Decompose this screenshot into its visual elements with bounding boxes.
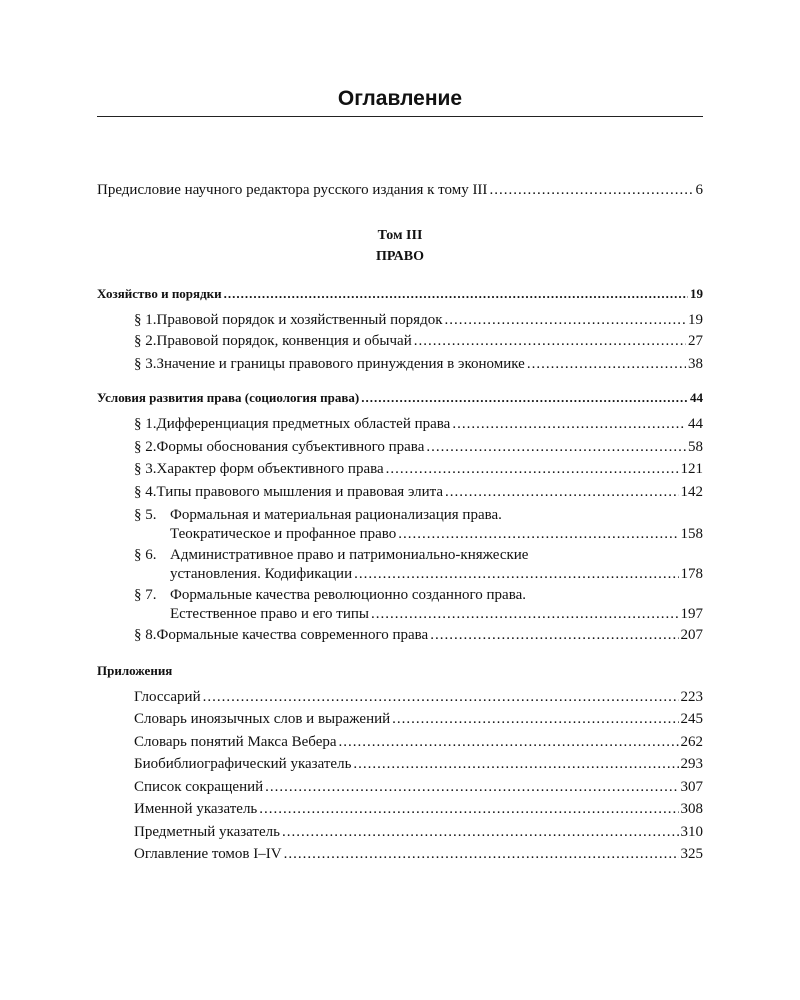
toc-entry-text: Формальные качества современного права (156, 627, 429, 643)
toc-entry-text: Оглавление томов I–IV (134, 846, 282, 862)
toc-entry-text: Именной указатель (134, 801, 258, 817)
toc-entry[interactable] (134, 709, 703, 729)
toc-entry[interactable] (134, 414, 703, 434)
paragraph-number: § 8. (134, 627, 157, 643)
toc-entry-text: Дифференциация предметных областей права (156, 416, 451, 432)
leader-dots (414, 331, 686, 351)
toc-entry[interactable] (170, 564, 703, 584)
toc-entry-text: установления. Кодификации (170, 566, 353, 582)
toc-entry-text: Формы обоснования субъективного права (156, 439, 425, 455)
toc-entry[interactable] (134, 687, 703, 707)
toc-entry[interactable] (134, 331, 703, 351)
toc-entry[interactable] (134, 732, 703, 752)
toc-page-number: 6 (695, 182, 703, 198)
paragraph-number: § 2. (134, 333, 157, 349)
toc-entry[interactable] (134, 799, 703, 819)
toc-entry[interactable] (134, 354, 703, 374)
toc-entry-text: Теократическое и профанное право (170, 526, 397, 542)
leader-dots (354, 564, 678, 584)
toc-entry[interactable] (170, 524, 703, 544)
toc-entry-text: Правовой порядок и хозяйственный порядок (156, 312, 443, 328)
leader-dots (398, 524, 678, 544)
appendix-heading: Приложения (97, 663, 173, 678)
toc-page-number: 262 (680, 734, 703, 750)
toc-entry-text-line1: Административное право и патримониально-княжеские (170, 547, 529, 563)
leader-dots (259, 799, 678, 819)
leader-dots (361, 388, 688, 408)
toc-page-number: 325 (680, 846, 703, 862)
section-title: Условия развития права (социология права) (97, 390, 360, 405)
toc-entry[interactable] (134, 310, 703, 330)
toc-section-1[interactable] (97, 284, 703, 304)
leader-dots (489, 180, 693, 200)
toc-entry[interactable] (134, 625, 703, 645)
toc-entry-text: Правовой порядок, конвенция и обычай (156, 333, 412, 349)
leader-dots (527, 354, 686, 374)
toc-page-number: 308 (680, 801, 703, 817)
leader-dots (371, 604, 679, 624)
toc-entry-text: Характер форм объективного права (156, 461, 384, 477)
leader-dots (452, 414, 686, 434)
toc-entry-text-line1: Формальные качества революционно созданного права. (170, 587, 526, 603)
toc-page-number: 19 (690, 286, 703, 301)
toc-section-2[interactable] (97, 388, 703, 408)
toc-page-number: 142 (680, 484, 703, 500)
paragraph-number: § 5. (134, 507, 157, 523)
toc-entry-text: Список сокращений (134, 779, 264, 795)
leader-dots (282, 822, 679, 842)
toc-page-number: 38 (688, 356, 703, 372)
title-divider (97, 116, 703, 117)
paragraph-number: § 6. (134, 547, 157, 563)
toc-entry-text: Предметный указатель (134, 824, 280, 840)
toc-page-number: 207 (680, 627, 703, 643)
leader-dots (339, 732, 679, 752)
toc-entry[interactable] (134, 844, 703, 864)
leader-dots (445, 310, 686, 330)
toc-entry-text: Значение и границы правового принуждения в экономике (156, 356, 525, 372)
toc-entry[interactable] (170, 604, 703, 624)
toc-entry[interactable] (134, 437, 703, 457)
toc-entry-text: Типы правового мышления и правовая элита (156, 484, 444, 500)
leader-dots (203, 687, 679, 707)
toc-entry-text-line1: Формальная и материальная рационализация права. (170, 507, 502, 523)
paragraph-number: § 3. (134, 461, 157, 477)
toc-page-number: 223 (680, 689, 703, 705)
toc-entry[interactable] (134, 777, 703, 797)
leader-dots (265, 777, 678, 797)
toc-entry[interactable] (134, 754, 703, 774)
paragraph-number: § 1. (134, 312, 157, 328)
toc-entry-text: Глоссарий (134, 689, 201, 705)
toc-entry-text: Словарь понятий Макса Вебера (134, 734, 337, 750)
leader-dots (430, 625, 678, 645)
toc-page-number: 307 (680, 779, 703, 795)
leader-dots (224, 284, 688, 304)
volume-label: Том III (377, 228, 423, 243)
toc-page-number: 197 (680, 606, 703, 622)
leader-dots (392, 709, 678, 729)
toc-page-number: 310 (680, 824, 703, 840)
toc-entry-text: Естественное право и его типы (170, 606, 369, 622)
page-title: Оглавление (337, 87, 463, 110)
leader-dots (426, 437, 686, 457)
toc-page-number: 44 (690, 390, 703, 405)
toc-page-number: 19 (688, 312, 703, 328)
toc-page-number: 121 (680, 461, 703, 477)
toc-entry-text: Предисловие научного редактора русского издания к тому III (97, 182, 488, 198)
leader-dots (445, 482, 678, 502)
leader-dots (353, 754, 678, 774)
paragraph-number: § 7. (134, 587, 157, 603)
paragraph-number: § 1. (134, 416, 157, 432)
toc-page-number: 58 (688, 439, 703, 455)
toc-entry-preface[interactable] (97, 180, 703, 200)
toc-page-number: 44 (688, 416, 703, 432)
toc-page-number: 293 (680, 756, 703, 772)
paragraph-number: § 2. (134, 439, 157, 455)
toc-page-number: 245 (680, 711, 703, 727)
toc-entry[interactable] (134, 822, 703, 842)
paragraph-number: § 3. (134, 356, 157, 372)
leader-dots (386, 459, 679, 479)
toc-page-number: 158 (680, 526, 703, 542)
toc-page-number: 178 (680, 566, 703, 582)
toc-entry[interactable] (134, 459, 703, 479)
toc-page-number: 27 (688, 333, 703, 349)
section-title: Хозяйство и порядки (97, 286, 222, 301)
toc-entry-text: Биобиблиографический указатель (134, 756, 352, 772)
paragraph-number: § 4. (134, 484, 157, 500)
toc-entry[interactable] (134, 482, 703, 502)
leader-dots (284, 844, 679, 864)
toc-entry-text: Словарь иноязычных слов и выражений (134, 711, 391, 727)
volume-name: ПРАВО (376, 249, 424, 264)
